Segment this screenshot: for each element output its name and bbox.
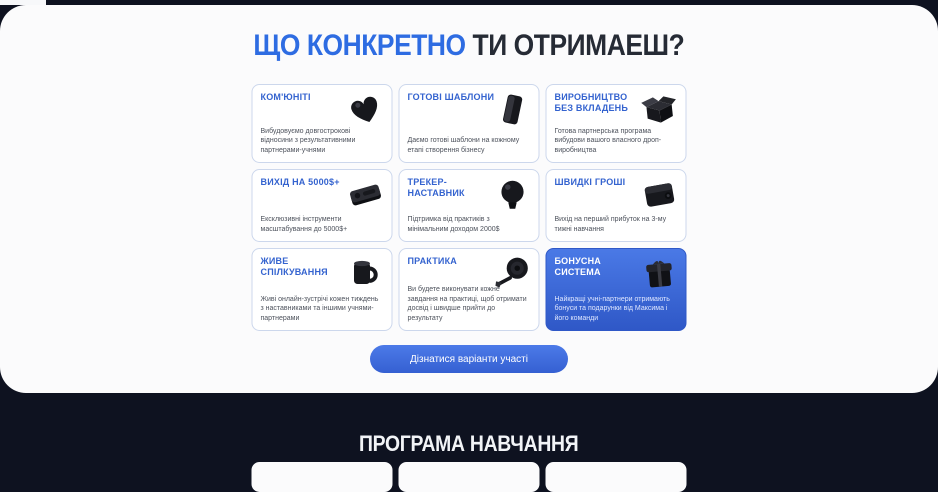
heart-icon xyxy=(347,91,385,129)
benefit-card-description: Ви будете виконувати кожне завдання на практиці, щоб отримати досвід і швидше прийти до результату xyxy=(407,286,527,322)
benefit-card xyxy=(399,84,540,163)
mug-icon xyxy=(347,255,385,293)
benefit-card xyxy=(252,169,393,242)
cta-button[interactable]: Дізнатися варіанти участі xyxy=(370,345,568,373)
benefit-card-description: Вихід на перший прибуток на 3-му тижні навчання xyxy=(554,216,667,233)
page-title-rest: ТИ ОТРИМАЕШ? xyxy=(472,29,685,62)
program-cards-row xyxy=(252,462,687,492)
benefit-card xyxy=(546,84,687,163)
benefit-card xyxy=(399,169,540,242)
benefit-card xyxy=(399,248,540,331)
program-card xyxy=(399,462,540,492)
wallet-icon xyxy=(641,176,679,214)
benefits-grid xyxy=(252,84,687,331)
benefit-card xyxy=(546,248,687,331)
benefit-card-description: Готова партнерська програма вибудови вашого власного дроп-виробництва xyxy=(554,127,662,154)
hero-section xyxy=(0,5,938,393)
benefit-card-description: Живі онлайн-зустрічі кожен тиждень з наставниками та іншими учнями-партнерами xyxy=(260,295,379,322)
template-phone-icon xyxy=(494,91,532,129)
benefit-card-description: Вибудовуємо довгострокові відносини з результативними партнерами-учнями xyxy=(260,127,356,154)
benefit-card-title: ШВИДКІ ГРОШІ xyxy=(554,177,626,187)
benefit-card-title: ВИРОБНИЦТВО БЕЗ ВКЛАДЕНЬ xyxy=(554,92,629,113)
program-section-title: ПРОГРАМА НАВЧАННЯ xyxy=(359,431,579,456)
benefit-card xyxy=(252,248,393,331)
page-title-highlight: ЩО КОНКРЕТНО xyxy=(253,29,466,62)
program-card xyxy=(252,462,393,492)
benefit-card-title: ТРЕКЕР-НАСТАВНИК xyxy=(407,177,465,198)
benefit-card-description: Ексклюзивні інструменти масштабування до 5000$+ xyxy=(260,216,348,233)
bulb-icon xyxy=(494,176,532,214)
benefit-card-description: Даємо готові шаблони на кожному етапі створення бізнесу xyxy=(407,137,520,154)
benefit-card-title: ГОТОВІ ШАБЛОНИ xyxy=(407,92,495,102)
program-card xyxy=(546,462,687,492)
benefit-card-title: ВИХІД НА 5000$+ xyxy=(260,177,340,187)
dart-target-icon xyxy=(494,255,532,293)
benefit-card xyxy=(546,169,687,242)
benefit-card-title: ПРАКТИКА xyxy=(407,256,457,266)
benefit-card-title: КОМ'ЮНІТІ xyxy=(260,92,311,102)
open-box-icon xyxy=(641,91,679,129)
benefit-card-description: Підтримка від практиків з мінімальним доходом 2000$ xyxy=(407,216,500,233)
benefit-card-title: ЖИВЕ СПІЛКУВАННЯ xyxy=(260,256,328,277)
benefit-card xyxy=(252,84,393,163)
benefit-card-description: Найкращі учні-партнери отримають бонуси та подарунки від Максима і його команди xyxy=(554,295,670,322)
gift-icon xyxy=(641,255,679,293)
page-title xyxy=(0,29,938,63)
benefit-card-title: БОНУСНА СИСТЕМА xyxy=(554,256,601,277)
powerbank-icon xyxy=(347,176,385,214)
